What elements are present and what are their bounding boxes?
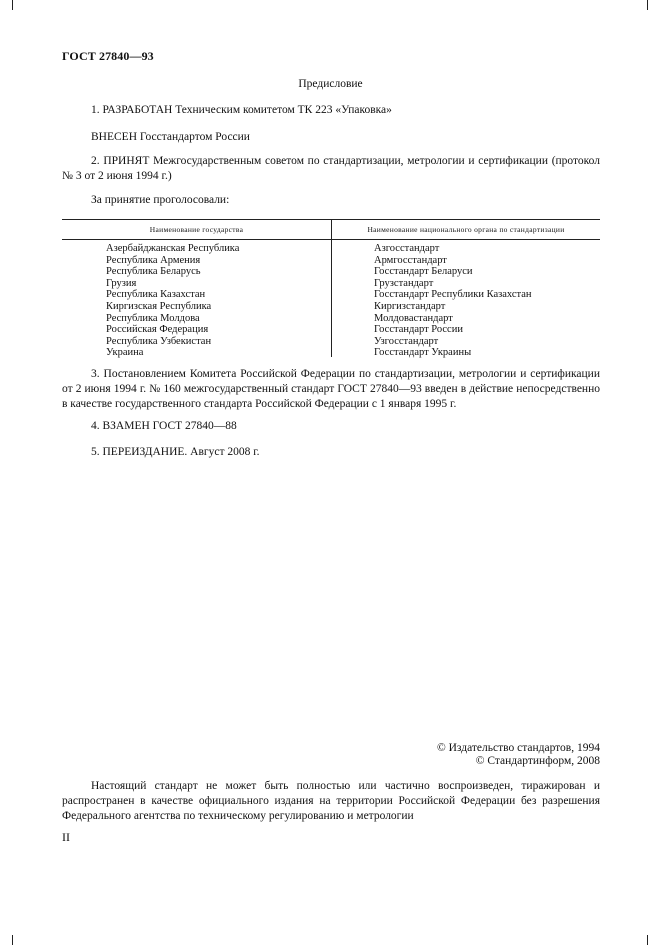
body-item: Киргизстандарт: [374, 300, 446, 312]
state-item: Республика Армения: [106, 254, 201, 266]
item-decree: 3. Постановлением Комитета Российской Федерации по стандартизации, метрологии и сертификации от 2 июня 1994 г. № 160 межгосударственный стандарт ГОСТ 27840—93 введен в действие непосредственно в качестве государственного стандарта Российской Федерации с 1 января 1995 г.: [62, 368, 600, 410]
state-item: Республика Казахстан: [106, 289, 206, 301]
state-item: Республика Беларусь: [106, 266, 201, 278]
body-item: Грузстандарт: [374, 277, 434, 289]
page-number: II: [62, 830, 70, 844]
table-header-state: Наименование государства: [149, 225, 244, 234]
page-title: Предисловие: [298, 78, 363, 90]
copyright-line-1: © Издательство стандартов, 1994: [436, 742, 600, 754]
state-item: Киргизская Республика: [106, 300, 212, 312]
voting-table: [62, 219, 600, 357]
reproduction-notice: Настоящий стандарт не может быть полностью или частично воспроизведен, тиражирован и распространен в качестве официального издания на территории Российской Федерации без разрешения Федерального агентства по техническому регулированию и метрологии: [62, 780, 600, 822]
table-column-divider: [331, 219, 332, 357]
body-list: [374, 243, 532, 359]
body-item: Армгосстандарт: [374, 254, 447, 266]
body-item: Узгосстандарт: [374, 335, 439, 347]
crop-mark-top-left: [12, 0, 13, 10]
body-item: Госстандарт России: [374, 324, 463, 336]
state-item: Грузия: [106, 277, 137, 289]
crop-mark-bottom-right: [647, 935, 648, 945]
body-item: Госстандарт Украины: [374, 347, 472, 359]
voted-label: За принятие проголосовали:: [91, 194, 230, 206]
state-item: Республика Молдова: [106, 312, 200, 324]
body-item: Госстандарт Беларуси: [374, 266, 473, 278]
state-item: Республика Узбекистан: [106, 335, 212, 347]
copyright-block: [437, 742, 600, 767]
body-item: Молдовастандарт: [374, 312, 453, 324]
crop-mark-bottom-left: [12, 935, 13, 945]
crop-mark-top-right: [647, 0, 648, 10]
copyright-line-2: © Стандартинформ, 2008: [475, 754, 600, 767]
item-replaces: 4. ВЗАМЕН ГОСТ 27840—88: [91, 420, 237, 432]
state-list: [106, 243, 239, 359]
state-item: Украина: [106, 347, 144, 359]
item-reissue: 5. ПЕРЕИЗДАНИЕ. Август 2008 г.: [91, 446, 260, 458]
state-item: Российская Федерация: [106, 324, 209, 336]
table-header-body: Наименование национального органа по стандартизации: [367, 225, 565, 234]
item-developed: 1. РАЗРАБОТАН Техническим комитетом ТК 223 «Упаковка»: [91, 104, 392, 116]
state-item: Азербайджанская Республика: [106, 243, 240, 254]
standard-code: ГОСТ 27840—93: [62, 49, 154, 63]
item-introduced: ВНЕСЕН Госстандартом России: [91, 131, 250, 143]
item-adopted: 2. ПРИНЯТ Межгосударственным советом по стандартизации, метрологии и сертификации (протокол № 3 от 2 июня 1994 г.): [62, 155, 600, 182]
body-item: Азгосстандарт: [374, 243, 440, 254]
body-item: Госстандарт Республики Казахстан: [374, 289, 532, 301]
